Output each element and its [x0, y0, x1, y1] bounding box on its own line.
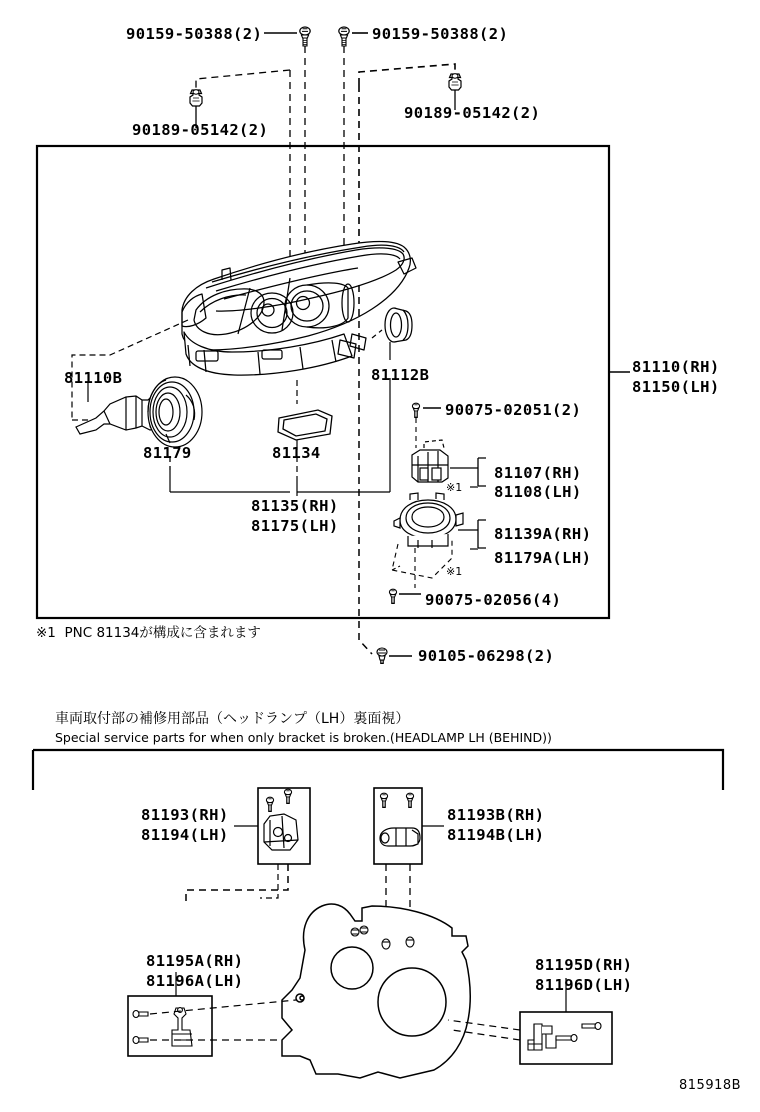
section2-title-en: Special service parts for when only bracket is broken.(HEADLAMP LH (BEHIND)): [55, 730, 552, 745]
headlamp-assembly-illustration: [182, 242, 416, 375]
gasket-81134-illustration: [278, 410, 332, 440]
label-81110b-bulb: 81110B: [64, 369, 123, 387]
label-headlamp-assembly-rh: 81110(RH): [632, 358, 720, 376]
label-81107-connector-rh: 81107(RH): [494, 464, 582, 482]
label-81195a-bracket-rh: 81195A(RH): [146, 952, 244, 970]
label-81135-unit-rh: 81135(RH): [251, 497, 339, 515]
bracket-81195a-box: [128, 996, 212, 1056]
label-81139a-motor-rh: 81139A(RH): [494, 525, 592, 543]
label-90075-02056: 90075-02056(4): [425, 591, 562, 609]
label-clip-90189-left: 90189-05142(2): [132, 121, 269, 139]
label-81193b-bracket-rh: 81193B(RH): [447, 806, 545, 824]
label-headlamp-assembly-lh: 81150(LH): [632, 378, 720, 396]
section2-title-jp: 車両取付部の補修用部品（ヘッドランプ（LH）裏面視）: [55, 711, 410, 727]
label-81195d-bracket-rh: 81195D(RH): [535, 956, 633, 974]
label-90105-06298: 90105-06298(2): [418, 647, 555, 665]
diagram-id-code: 815918B: [679, 1078, 742, 1093]
label-81194-bracket-lh: 81194(LH): [141, 826, 229, 844]
seal-ring-81179-illustration: [148, 377, 202, 447]
leveling-motor-81139a-illustration: [394, 493, 463, 548]
label-screw-90159-top-right: 90159-50388(2): [372, 25, 509, 43]
label-81108-connector-lh: 81108(LH): [494, 483, 582, 501]
headlamp-rear-housing-illustration: [282, 904, 470, 1078]
label-81179a-motor-lh: 81179A(LH): [494, 549, 592, 567]
cap-81112b-illustration: [385, 308, 412, 342]
label-clip-90189-right: 90189-05142(2): [404, 104, 541, 122]
connector-81107-illustration: [412, 440, 448, 482]
label-81112b-cap: 81112B: [371, 366, 430, 384]
label-81193-bracket-rh: 81193(RH): [141, 806, 229, 824]
label-81196d-bracket-lh: 81196D(LH): [535, 976, 633, 994]
label-81179-seal: 81179: [143, 444, 192, 462]
main-section-frame: [37, 146, 609, 618]
footnote-pnc-81134: ※1 PNC 81134が構成に含まれます: [36, 625, 261, 641]
ref-mark-81139a: ※1: [446, 565, 463, 578]
ref-mark-81107: ※1: [446, 481, 463, 494]
label-81196a-bracket-lh: 81196A(LH): [146, 972, 244, 990]
lower-section-frame-top: [33, 750, 723, 790]
label-81175-unit-lh: 81175(LH): [251, 517, 339, 535]
label-90075-02051: 90075-02051(2): [445, 401, 582, 419]
label-81134-gasket: 81134: [272, 444, 321, 462]
label-screw-90159-top-left: 90159-50388(2): [126, 25, 263, 43]
label-81194b-bracket-lh: 81194B(LH): [447, 826, 545, 844]
